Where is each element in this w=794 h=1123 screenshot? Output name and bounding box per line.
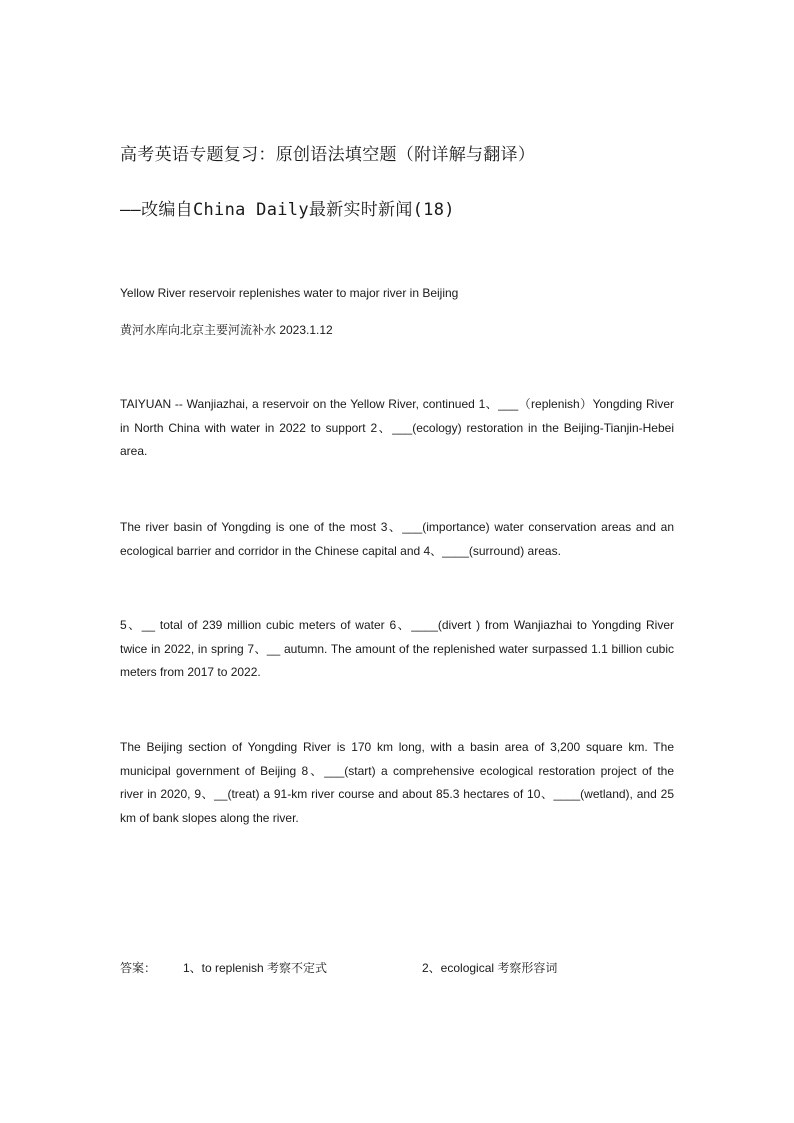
paragraph-1: TAIYUAN -- Wanjiazhai, a reservoir on the Yellow River, continued 1、___（replenish）Yongding River in North China with water in 2022 to support 2、___(ecology) restoration in the Beijing-Tianjin-Hebei area.: [120, 397, 674, 459]
paragraph-4: The Beijing section of Yongding River is 170 km long, with a basin area of 3,200 square km. The municipal government of Beijing 8、___(start) a comprehensive ecological restoration project of the river in 2020, 9、__(treat) a 91-km river course and about 85.3 hectares of 10、____(wetland), and 25 km of bank slopes along the river.: [120, 740, 674, 825]
paragraph-3: 5、__ total of 239 million cubic meters of water 6、____(divert ) from Wanjiazhai to Yongding River twice in 2022, in spring 7、__ autumn. The amount of the replenished water surpassed 1.1 billion cubic meters from 2017 to 2022.: [120, 618, 674, 680]
answer-item-1: 1、to replenish 考察不定式: [183, 961, 328, 975]
answer-item-2: 2、ecological 考察形容词: [422, 961, 558, 975]
headline-english: Yellow River reservoir replenishes water to major river in Beijing: [120, 286, 459, 300]
answers-label: 答案：: [120, 961, 157, 975]
document-title-line1: 高考英语专题复习：原创语法填空题（附详解与翻译）: [120, 145, 536, 165]
document-title-line2: ——改编自China Daily最新实时新闻(18): [120, 200, 455, 220]
paragraph-2: The river basin of Yongding is one of the most 3、___(importance) water conservation areas and an ecological barrier and corridor in the Chinese capital and 4、____(surround) areas.: [120, 520, 674, 558]
headline-chinese: 黄河水库向北京主要河流补水 2023.1.12: [120, 323, 333, 337]
